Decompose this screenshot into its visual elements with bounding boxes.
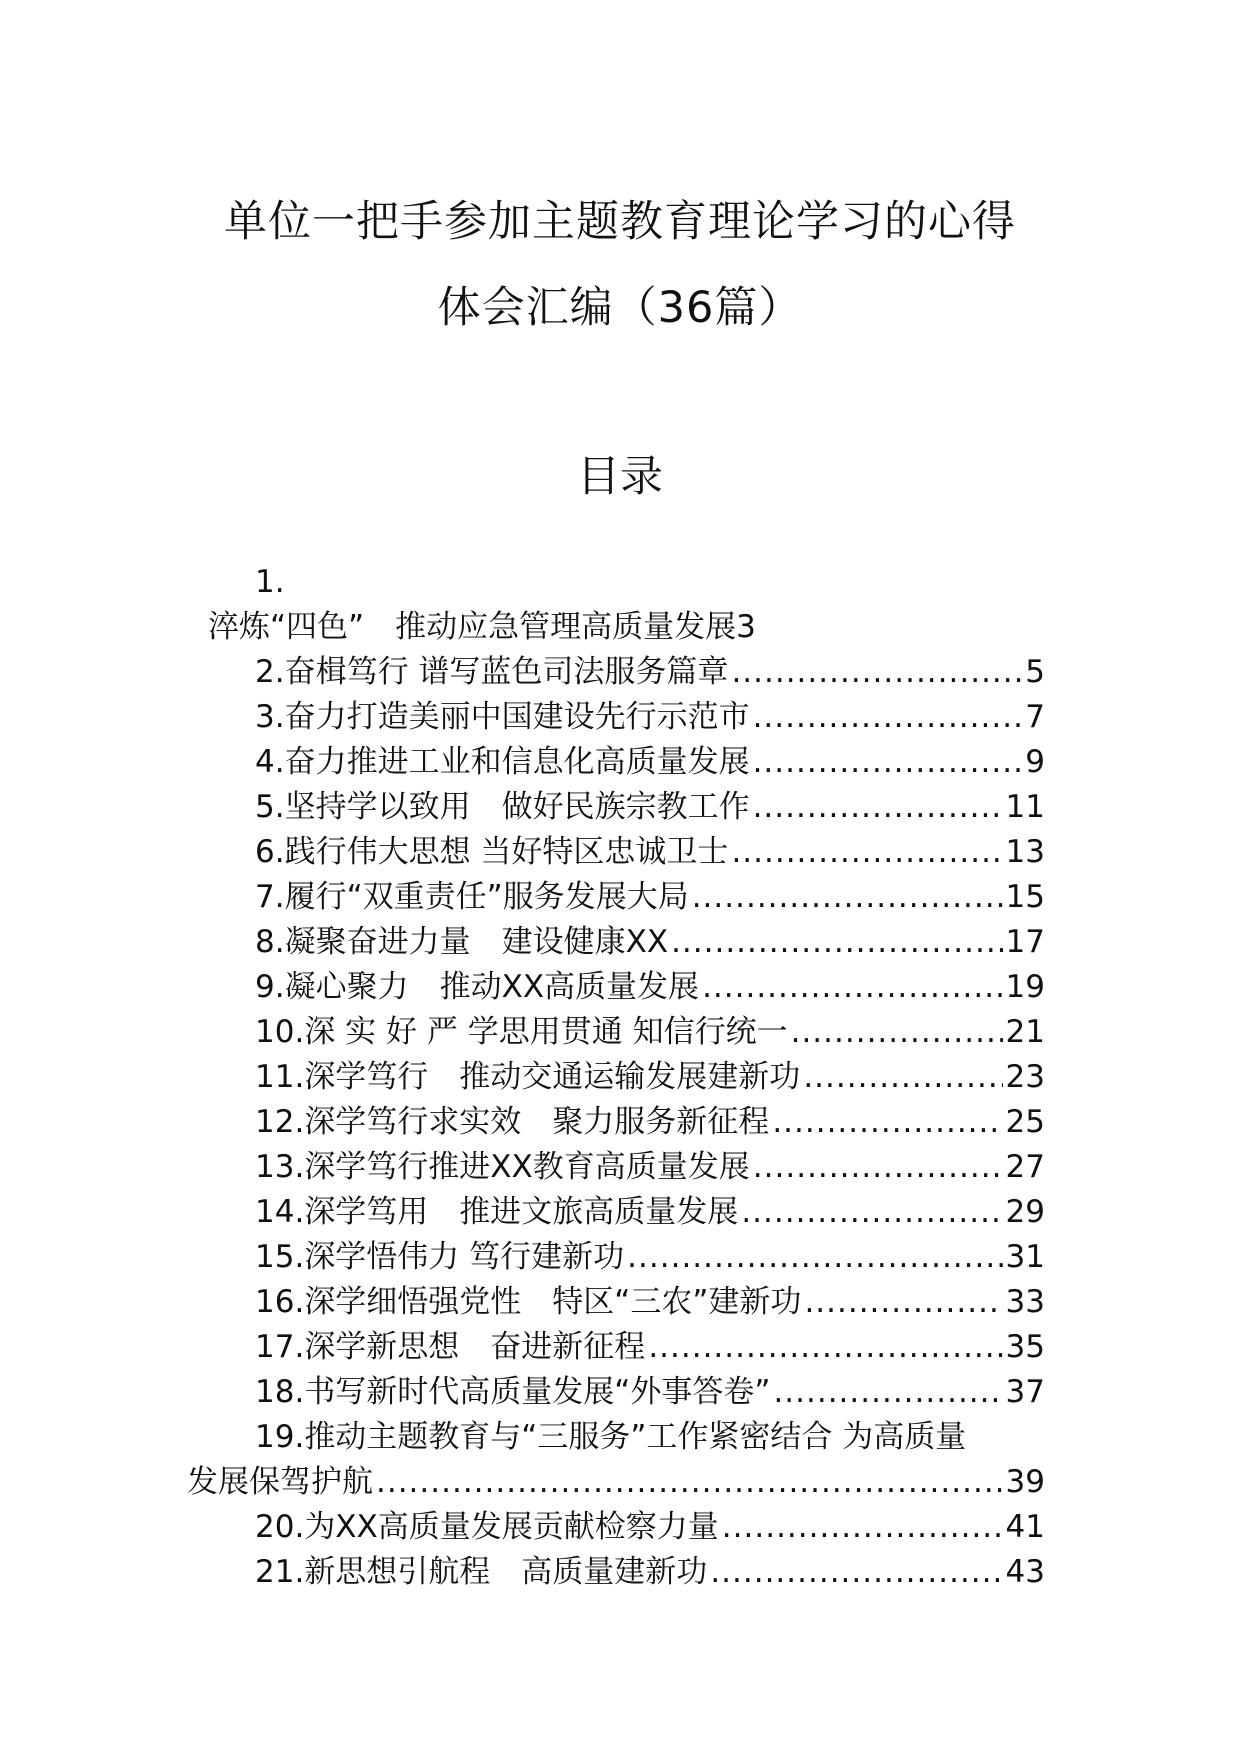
toc-dot-leader bbox=[741, 1192, 1002, 1232]
toc-entry-text: 履行“双重责任”服务发展大局 bbox=[284, 879, 689, 915]
toc-entry-number: 5. bbox=[255, 789, 285, 825]
toc-entry-page: 21 bbox=[1005, 1014, 1045, 1050]
toc-entry-number: 3. bbox=[255, 699, 285, 735]
toc-heading: 目录 bbox=[577, 452, 663, 502]
toc-entry-19-continuation[interactable] bbox=[187, 1462, 1045, 1502]
toc-dot-leader bbox=[722, 1507, 1003, 1547]
toc-dot-leader bbox=[753, 787, 1003, 827]
toc-entry-text: 新思想引航程 高质量建新功 bbox=[304, 1554, 708, 1590]
toc-entry-text: 深学悟伟力 笃行建新功 bbox=[304, 1239, 625, 1275]
toc-dot-leader bbox=[376, 1462, 1003, 1502]
toc-dot-leader bbox=[648, 1327, 1002, 1367]
toc-dot-leader bbox=[702, 967, 1002, 1007]
document-title-line-1: 单位一把手参加主题教育理论学习的心得 bbox=[224, 197, 1016, 247]
toc-entry-page: 9 bbox=[1025, 744, 1045, 780]
toc-entry-number: 12. bbox=[255, 1104, 305, 1140]
toc-entry-page: 5 bbox=[1025, 654, 1045, 690]
toc-entry-11[interactable] bbox=[255, 1057, 1045, 1097]
toc-entry-page: 29 bbox=[1005, 1194, 1045, 1230]
toc-entry-text: 奋楫笃行 谱写蓝色司法服务篇章 bbox=[284, 654, 729, 690]
toc-entry-number: 6. bbox=[255, 834, 285, 870]
toc-entry-number: 19. bbox=[255, 1419, 305, 1455]
toc-entry-number: 10. bbox=[255, 1014, 305, 1050]
toc-entry-text: 奋力推进工业和信息化高质量发展 bbox=[284, 744, 750, 780]
toc-entry-number: 7. bbox=[255, 879, 285, 915]
toc-entry-page: 37 bbox=[1005, 1374, 1045, 1410]
toc-entry-text-continuation: 发展保驾护航 bbox=[187, 1464, 373, 1500]
toc-entry-text: 深学笃行求实效 聚力服务新征程 bbox=[304, 1104, 770, 1140]
toc-dot-leader bbox=[753, 1147, 1003, 1187]
toc-entry-page: 15 bbox=[1005, 879, 1045, 915]
document-title-line-2: 体会汇编（36篇） bbox=[437, 283, 803, 333]
toc-entry-page: 41 bbox=[1005, 1509, 1045, 1545]
toc-entry-21[interactable] bbox=[255, 1552, 1045, 1592]
toc-entry-5[interactable] bbox=[255, 787, 1045, 827]
toc-entry-13[interactable] bbox=[255, 1147, 1045, 1187]
toc-entry-12[interactable] bbox=[255, 1102, 1045, 1142]
toc-entry-number: 2. bbox=[255, 654, 285, 690]
toc-entry-page: 11 bbox=[1005, 789, 1045, 825]
toc-entry-number: 18. bbox=[255, 1374, 305, 1410]
toc-entry-text: 凝聚奋进力量 建设健康XX bbox=[284, 924, 669, 960]
toc-entry-10[interactable] bbox=[255, 1012, 1045, 1052]
toc-entry-page: 35 bbox=[1005, 1329, 1045, 1365]
toc-dot-leader bbox=[731, 832, 1002, 872]
toc-entry-number: 8. bbox=[255, 924, 285, 960]
toc-dot-leader bbox=[804, 1282, 1002, 1322]
toc-entry-page: 25 bbox=[1005, 1104, 1045, 1140]
toc-entry-text: 深学新思想 奋进新征程 bbox=[304, 1329, 646, 1365]
toc-entry-page: 33 bbox=[1005, 1284, 1045, 1320]
toc-entry-9[interactable] bbox=[255, 967, 1045, 1007]
toc-entry-number: 16. bbox=[255, 1284, 305, 1320]
toc-entry-text: 凝心聚力 推动XX高质量发展 bbox=[284, 969, 700, 1005]
toc-dot-leader bbox=[753, 742, 1023, 782]
toc-entry-page: 17 bbox=[1005, 924, 1045, 960]
toc-entry-1[interactable] bbox=[208, 607, 756, 647]
toc-entry-17[interactable] bbox=[255, 1327, 1045, 1367]
toc-entry-text: 深学笃用 推进文旅高质量发展 bbox=[304, 1194, 739, 1230]
toc-entry-text: 深 实 好 严 学思用贯通 知信行统一 bbox=[304, 1014, 788, 1050]
toc-entry-7[interactable] bbox=[255, 877, 1045, 917]
toc-entry-text: 书写新时代高质量发展“外事答卷” bbox=[304, 1374, 771, 1410]
toc-entry-6[interactable] bbox=[255, 832, 1045, 872]
toc-dot-leader bbox=[627, 1237, 1002, 1277]
toc-entry-text: 深学笃行推进XX教育高质量发展 bbox=[304, 1149, 750, 1185]
toc-entry-3[interactable] bbox=[255, 697, 1045, 737]
toc-entry-number: 4. bbox=[255, 744, 285, 780]
toc-dot-leader bbox=[710, 1552, 1002, 1592]
toc-entry-15[interactable] bbox=[255, 1237, 1045, 1277]
toc-entry-19[interactable] bbox=[255, 1417, 966, 1457]
toc-entry-page: 27 bbox=[1005, 1149, 1045, 1185]
toc-entry-page: 31 bbox=[1005, 1239, 1045, 1275]
toc-entry-number: 14. bbox=[255, 1194, 305, 1230]
toc-entry-number: 17. bbox=[255, 1329, 305, 1365]
toc-entry-1-number-line[interactable] bbox=[255, 562, 285, 602]
toc-entry-18[interactable] bbox=[255, 1372, 1045, 1412]
toc-dot-leader bbox=[803, 1057, 1002, 1097]
toc-entry-text: 坚持学以致用 做好民族宗教工作 bbox=[284, 789, 750, 825]
toc-dot-leader bbox=[692, 877, 1003, 917]
toc-entry-number: 1. bbox=[255, 564, 285, 600]
toc-entry-text: 践行伟大思想 当好特区忠诚卫士 bbox=[284, 834, 729, 870]
toc-dot-leader bbox=[671, 922, 1002, 962]
toc-entry-2[interactable] bbox=[255, 652, 1045, 692]
toc-entry-page: 7 bbox=[1025, 699, 1045, 735]
toc-entry-page: 19 bbox=[1005, 969, 1045, 1005]
toc-entry-4[interactable] bbox=[255, 742, 1045, 782]
toc-entry-page: 43 bbox=[1005, 1554, 1045, 1590]
toc-dot-leader bbox=[731, 652, 1022, 692]
toc-entry-20[interactable] bbox=[255, 1507, 1045, 1547]
toc-entry-text: 深学细悟强党性 特区“三农”建新功 bbox=[304, 1284, 802, 1320]
toc-entry-text: 为XX高质量发展贡献检察力量 bbox=[304, 1509, 719, 1545]
toc-entry-text: 淬炼“四色” 推动应急管理高质量发展 bbox=[208, 609, 737, 645]
toc-dot-leader bbox=[753, 697, 1023, 737]
toc-entry-text: 推动主题教育与“三服务”工作紧密结合 为高质量 bbox=[304, 1419, 967, 1455]
toc-entry-number: 13. bbox=[255, 1149, 305, 1185]
toc-dot-leader bbox=[772, 1102, 1002, 1142]
toc-entry-page: 39 bbox=[1005, 1464, 1045, 1500]
toc-entry-number: 9. bbox=[255, 969, 285, 1005]
toc-entry-number: 20. bbox=[255, 1509, 305, 1545]
toc-entry-page: 3 bbox=[736, 609, 756, 645]
toc-dot-leader bbox=[773, 1372, 1002, 1412]
toc-entry-text: 奋力打造美丽中国建设先行示范市 bbox=[284, 699, 750, 735]
toc-entry-8[interactable] bbox=[255, 922, 1045, 962]
toc-entry-page: 13 bbox=[1005, 834, 1045, 870]
toc-entry-number: 21. bbox=[255, 1554, 305, 1590]
toc-entry-page: 23 bbox=[1005, 1059, 1045, 1095]
toc-entry-number: 11. bbox=[255, 1059, 305, 1095]
toc-dot-leader bbox=[791, 1012, 1003, 1052]
toc-entry-text: 深学笃行 推动交通运输发展建新功 bbox=[304, 1059, 801, 1095]
toc-entry-number: 15. bbox=[255, 1239, 305, 1275]
toc-entry-16[interactable] bbox=[255, 1282, 1045, 1322]
toc-entry-14[interactable] bbox=[255, 1192, 1045, 1232]
